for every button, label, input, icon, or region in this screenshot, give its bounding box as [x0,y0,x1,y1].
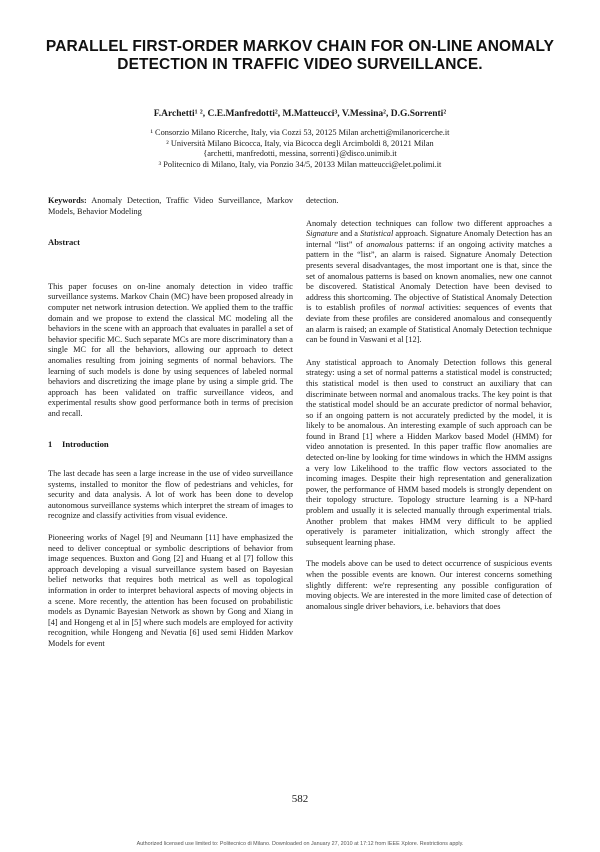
abstract-text: This paper focuses on on-line anomaly detection in video traffic surveillance systems. Markov Chain (MC) have been proposed already in computer net network intrusion detection. We applied them to the traffic domain and we propose to extend the classical MC modeling all the behaviors in the scene with an approach that evaluates in parallel a set of behavior specific MC. Such separate MCs are more discriminatory than a single MC for all the behaviors, allowing our approach to detect anomalies resulting from joining segments of normal behaviors. The learning of such models is done by using sequences of labeled normal behaviors and discretizing the image plane by using a simple grid. The approach has been validated on traffic surveillance videos, and experimental results show good performance both in terms of precision and recall. [48,281,293,418]
abstract-heading: Abstract [48,237,80,248]
body-paragraph: Any statistical approach to Anomaly Detection follows this general strategy: using a set of normal patterns a statistical model is constructed; this statistical model is then used to construct an auxiliary that can discriminate between normal and anomalous tracks. The key point is that the statistical model should be an accurate predictor of normal behavior, so if an ongoing pattern is not accurately predicted by the model, it is likely to be anomalous. An interesting example of such approach can be found in Brand [1] where a Hidden Markov based Model (HMM) for video annotation is presented. In this paper traffic flow anomalies are detected on-line by looking for time windows in which the HMM assigns a very low Likelihood to the traffic flow vectors associated to the incoming images. Despite their high representation and generalization power, the performance of HMM based models is strongly dependent on their topology structure. Topology structure learning is a NP-hard problem and usually it is selected manually through experimental trials. Another problem that makes HMM very difficult to be applied operatively is parameter initialization, which strongly affect the subsequent learning phase. [306,357,552,547]
affiliation-line: ³ Politecnico di Milano, Italy, via Ponzio 34/5, 20133 Milan matteucci@elet.polimi.it [158,159,442,169]
author-list: F.Archetti¹ ², C.E.Manfredotti², M.Matteucci³, V.Messina², D.G.Sorrenti² [153,109,447,119]
paper-title: PARALLEL FIRST-ORDER MARKOV CHAIN FOR ON-LINE ANOMALY DETECTION IN TRAFFIC VIDEO SURVEILLANCE. [45,38,555,73]
page-number: 582 [291,793,309,805]
affiliations [60,128,540,170]
keywords [48,196,293,217]
affiliation-line: {archetti, manfredotti, messina, sorrenti}@disco.unimib.it [203,149,397,159]
affiliation-line: ¹ Consorzio Milano Ricerche, Italy, via Cozzi 53, 20125 Milan archetti@milanoricerche.it [150,128,450,137]
intro-paragraph: The last decade has seen a large increase in the use of video surveillance systems, installed to monitor the flow of pedestrians and vehicles, for security and data analysis. A lot of work has been done to develop autonomous surveillance systems which interpret the stream of images to recognize and classify activities from visual evidence. [48,469,293,521]
keywords-label: Keywords: [48,196,87,205]
affiliation-line: ² Università Milano Bicocca, Italy, via Bicocca degli Arcimboldi 8, 20121 Milan [166,138,434,148]
left-column [48,196,293,650]
license-footer: Authorized licensed use limited to: Politecnico di Milano. Downloaded on January 27, 2010 at 17:12 from IEEE Xplore. Restrictions apply. [136,841,464,847]
section-title: Introduction [62,438,109,449]
body-paragraph: Anomaly detection techniques can follow two different approaches a Signature and a Statistical approach. Signature Anomaly Detection has an internal “list” of anomalous patterns: if an ongoing activity matches a pattern in the “list”, an alarm is raised. Signature Anomaly Detection presents several disadvantages, the most important one is that, since the set of anomalous patterns is based on known anomalies, new one cannot be discovered. Statistical Anomaly Detection have been devised to address this shortcoming. The objective of Statistical Anomaly Detection is to establish profiles of normal activities: sequences of events that deviate from these profiles are considered anomalous and consequently an alarm is raised; an example of Statistical Anomaly Detection technique can be found in Vaswani et al [12]. [306,218,553,345]
right-column [306,196,552,612]
body-paragraph: The models above can be used to detect occurrence of suspicious events when the possible events are known. Our interest concerns something slightly different: we're representing any possible configuration of moving objects. We are interested in the more limited case of detection of anomalous single driver behaviors, i.e. behaviors that does [306,559,552,611]
keywords-text: Anomaly Detection, Traffic Video Surveillance, Markov Models, Behavior Modeling [48,196,293,216]
section-heading-introduction [48,439,293,450]
intro-paragraph: Pioneering works of Nagel [9] and Neumann [11] have emphasized the need to deliver conceptual or symbolic descriptions of behavior from image sequences. Buxton and Gong [2] and Huang et al [7] follow this approach developing a visual surveillance system based on Bayesian belief networks that requires both metrical as well as topological information in order to interpret behavioral aspects of moving objects in a scene. More recently, the attention has been focused on probabilistic models as Dynamic Bayesian Network as shown by Gong and Xiang in [4] and Hongeng et al in [5] where such models are employed for activity recognition, while Hongeng and Nevatia [6] used semi Hidden Markov Models for event [48,533,293,648]
continued-text: detection. [306,196,339,205]
section-number: 1 [48,438,53,449]
